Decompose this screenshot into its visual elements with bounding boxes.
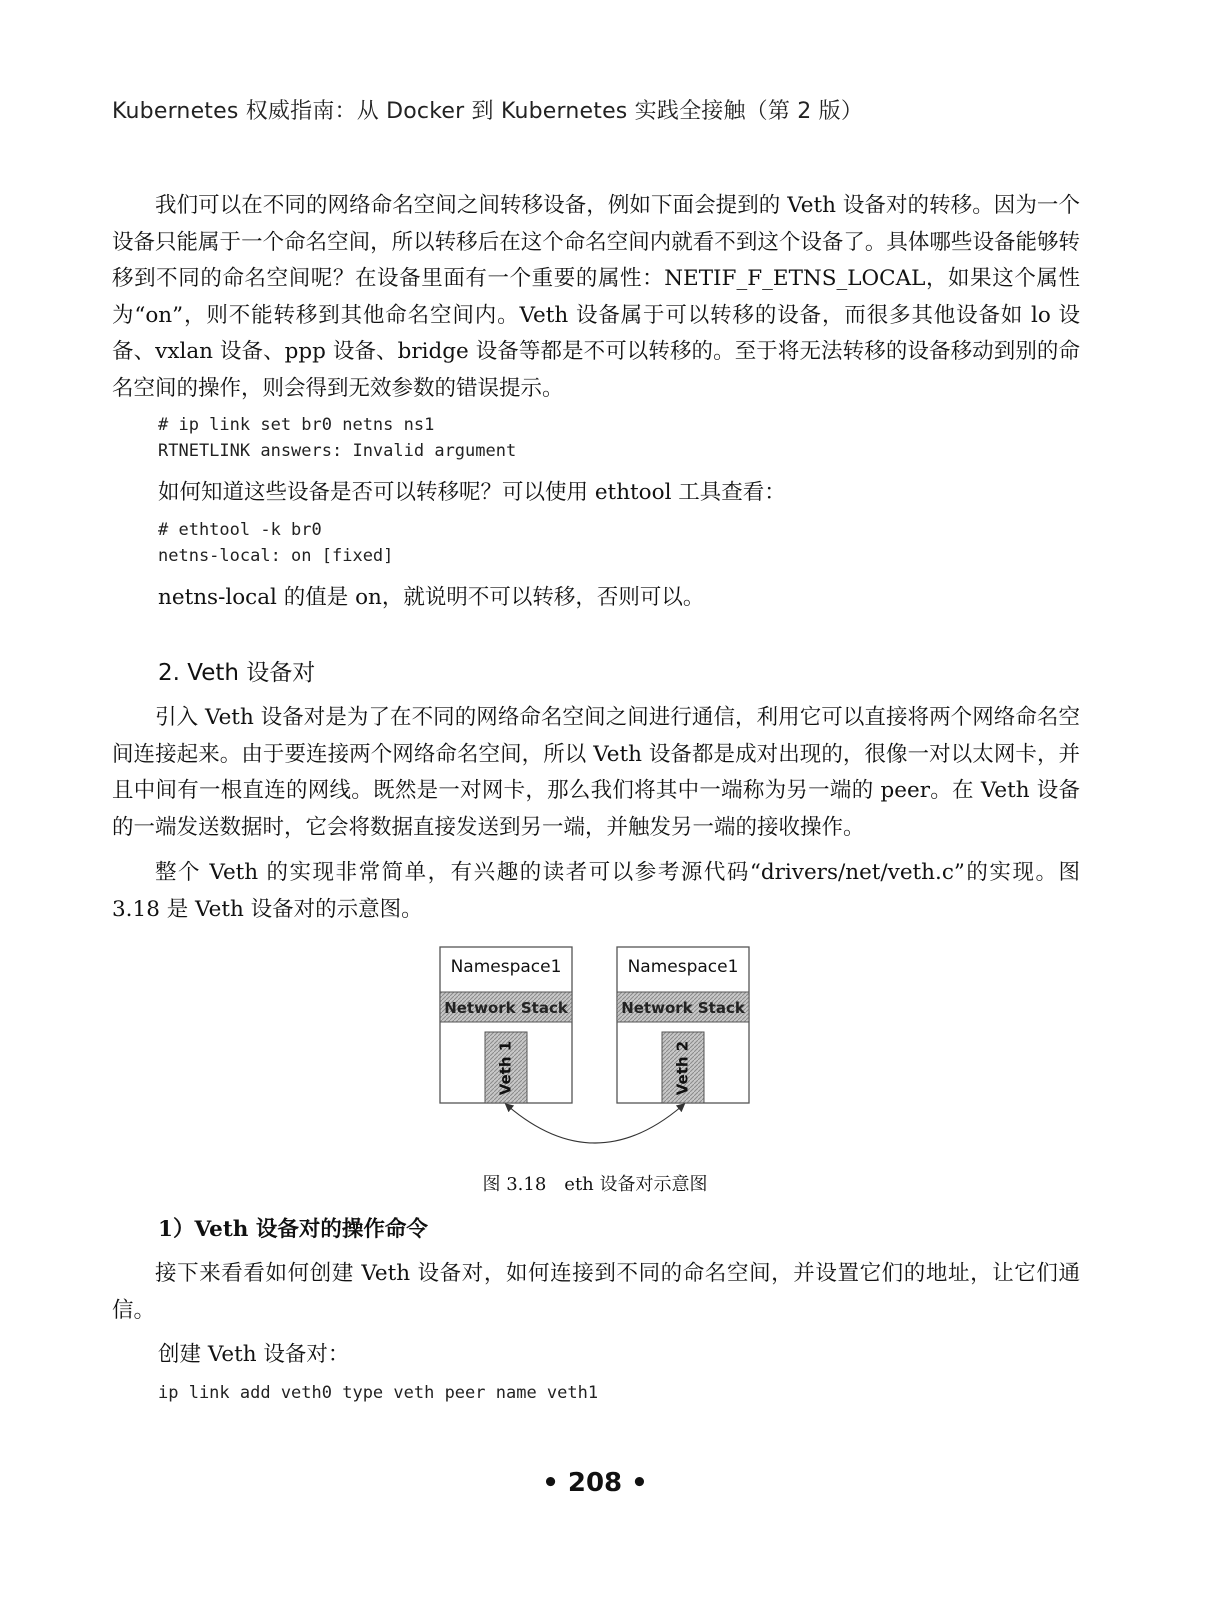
namespace-label-right: Namespace1 — [627, 957, 739, 977]
section-title-veth: 2. Veth 设备对 — [158, 660, 316, 686]
code-block-ip-link: # ip link set br0 netns ns1 RTNETLINK answers: Invalid argument — [158, 415, 517, 461]
code-block-ethtool: # ethtool -k br0 netns-local: on [fixed] — [158, 520, 394, 566]
figure-caption: 图 3.18 eth 设备对示意图 — [482, 1174, 708, 1195]
code-block-create-veth: ip link add veth0 type veth peer name veth1 — [158, 1383, 599, 1403]
veth2-label: Veth 2 — [673, 1040, 692, 1096]
paragraph-veth-impl: 整个 Veth 的实现非常简单，有兴趣的读者可以参考源代码“drivers/net/veth.c”的实现。图 3.18 是 Veth 设备对的示意图。 — [112, 860, 1080, 922]
text-netns-local: netns-local 的值是 on，就说明不可以转移，否则可以。 — [158, 585, 705, 610]
network-stack-label-left: Network Stack — [444, 999, 568, 1017]
paragraph-veth-intro: 引入 Veth 设备对是为了在不同的网络命名空间之间进行通信，利用它可以直接将两个网络命名空间连接起来。由于要连接两个网络命名空间，所以 Veth 设备都是成对出现的，很像一对以太网卡，并且中间有一根直连的网线。既然是一对网卡，那么我们将其中一端称为另一端的 peer。在 Veth 设备的一端发送数据时，它会将数据直接发送到另一端，并触发另一端的接收操作。 — [112, 705, 1080, 840]
veth-diagram — [430, 940, 770, 1164]
text-ethtool-intro: 如何知道这些设备是否可以转移呢？可以使用 ethtool 工具查看： — [158, 480, 786, 505]
network-stack-label-right: Network Stack — [621, 999, 745, 1017]
page-number: • 208 • — [542, 1468, 648, 1498]
namespace-label-left: Namespace1 — [450, 957, 562, 977]
paragraph-create-intro: 接下来看看如何创建 Veth 设备对，如何连接到不同的命名空间，并设置它们的地址，让它们通信。 — [112, 1261, 1080, 1323]
subsection-title-commands: 1）Veth 设备对的操作命令 — [158, 1217, 428, 1242]
running-header: Kubernetes 权威指南：从 Docker 到 Kubernetes 实践全接触（第 2 版） — [112, 99, 864, 124]
namespace-box-left — [440, 947, 572, 1103]
text-create-veth: 创建 Veth 设备对： — [158, 1342, 350, 1367]
veth-pair-link — [508, 1106, 682, 1143]
veth1-label: Veth 1 — [496, 1040, 515, 1096]
namespace-box-right — [617, 947, 749, 1103]
paragraph-namespace-transfer: 我们可以在不同的网络命名空间之间转移设备，例如下面会提到的 Veth 设备对的转移。因为一个设备只能属于一个命名空间，所以转移后在这个命名空间内就看不到这个设备了。具体哪些设备能够转移到不同的命名空间呢？在设备里面有一个重要的属性：NETIF_F_ETNS_LOCAL，如果这个属性为“on”，则不能转移到其他命名空间内。Veth 设备属于可以转移的设备，而很多其他设备如 lo 设备、vxlan 设备、ppp 设备、bridge 设备等都是不可以转移的。至于将无法转移的设备移动到别的命名空间的操作，则会得到无效参数的错误提示。 — [112, 193, 1080, 401]
